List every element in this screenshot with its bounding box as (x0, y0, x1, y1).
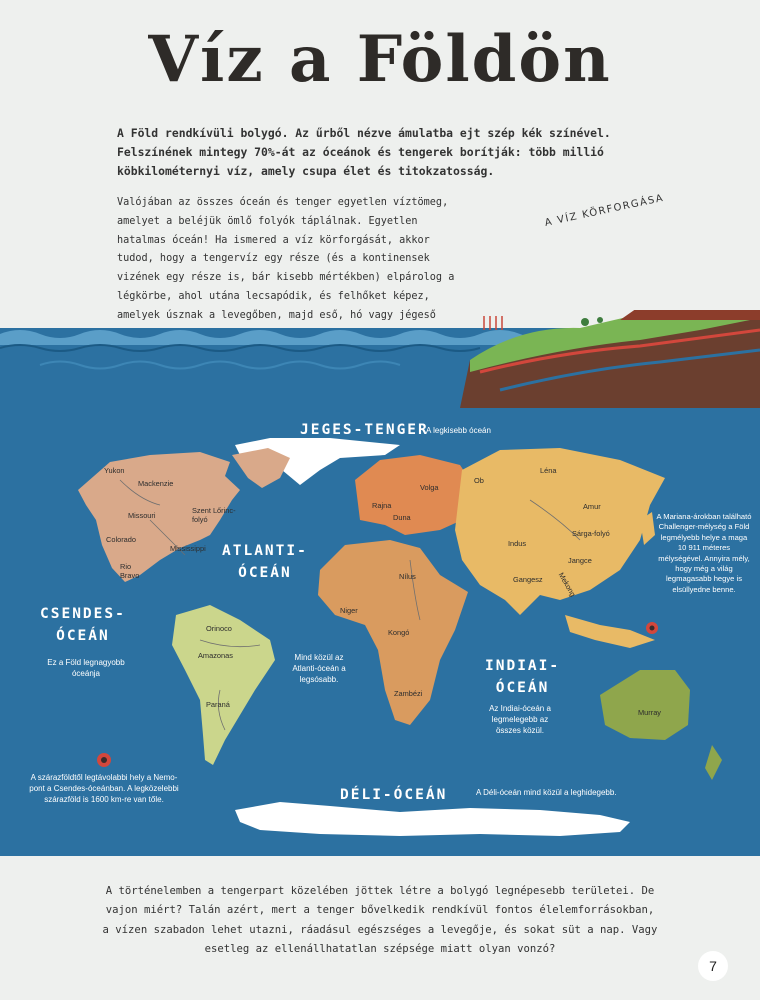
challenger-deep-note: A Mariana-árokban található Challenger-mélység a Föld legmélyebb helye a maga 10 911 méteres mélységével. Annyira mély, hogy még a világ legmagasabb hegye is elsüllyedne benne. (656, 512, 752, 594)
arctic-ocean-note: A legkisebb óceán (426, 426, 491, 435)
river-label-parana: Paraná (206, 700, 230, 709)
indian-ocean-label (485, 655, 560, 699)
asia (455, 448, 665, 615)
challenger-deep-marker (646, 622, 658, 634)
river-label-gangesz: Gangesz (513, 575, 543, 584)
river-label-ob: Ob (474, 476, 484, 485)
water-cycle-label: A VÍZ KÖRFORGÁSA (543, 192, 666, 229)
antarctica (235, 802, 630, 836)
pacific-ocean-note: Ez a Föld legnagyobb óceánja (47, 658, 125, 678)
intro-paragraph-2: Valójában az összes óceán és tenger egyetlen víztömeg, amelyet a beléjük ömlő folyók táplálnak. Egyetlen hatalmas óceán! Ha ismered a víz körforgását, akkor tudod, hogy a tengervíz egy része (és a kontinensek vizének egy része is, bár kisebb mértékben) elpárolog a légkörbe, ahol utána lecsapódik, és felhőket képez, amelyek úsznak a levegőben, majd eső, hó vagy jégeső (117, 197, 455, 321)
river-label-indus: Indus (508, 539, 527, 548)
pacific-ocean-label (40, 603, 126, 647)
indian-ocean-note: Az Indiai-óceán a legmelegebb az összes közül. (489, 704, 551, 735)
river-label-yukon: Yukon (104, 466, 125, 475)
page-title: Víz a Földön (148, 22, 612, 97)
atlantic-ocean-label-line1: ATLANTI- (222, 543, 308, 559)
river-label-jangce: Jangce (568, 556, 592, 565)
nemo-point-marker (97, 753, 111, 767)
southern-ocean-note: A Déli-óceán mind közül a leghidegebb. (476, 788, 617, 797)
new-zealand (705, 745, 722, 780)
river-label-mekong: Mekong (556, 570, 578, 599)
page-number: 7 (698, 951, 728, 981)
river-label-stlawrence: Szent Lőrinc-folyó (192, 506, 236, 524)
river-label-nilus: Nílus (399, 572, 416, 581)
river-label-amazonas: Amazonas (198, 651, 233, 660)
southern-ocean-label: DÉLI-ÓCEÁN (340, 787, 448, 803)
river-label-riobravo: Rio Bravo (120, 562, 140, 580)
river-label-mackenzie: Mackenzie (138, 479, 174, 488)
atlantic-ocean-label-line2: ÓCEÁN (238, 565, 292, 581)
atlantic-ocean-label (222, 540, 308, 584)
river-label-mississippi: Mississippi (170, 544, 206, 553)
pacific-ocean-label-line1: CSENDES- (40, 606, 126, 622)
europe (355, 455, 470, 535)
river-label-amur: Amur (583, 502, 601, 511)
river-label-niger: Niger (340, 606, 358, 615)
river-label-duna: Duna (393, 513, 411, 522)
river-label-colorado: Colorado (106, 535, 136, 544)
river-label-lena: Léna (540, 466, 557, 475)
river-label-rajna: Rajna (372, 501, 392, 510)
indian-ocean-label-line2: ÓCEÁN (495, 680, 550, 696)
river-label-volga: Volga (420, 483, 439, 492)
arctic-ocean-label: JEGES-TENGER (300, 422, 429, 438)
indian-ocean-label-line1: INDIAI- (485, 658, 561, 674)
river-label-murray: Murray (638, 708, 661, 717)
river-label-kongo: Kongó (388, 628, 410, 637)
nemo-point-note: A szárazföldtől legtávolabbi hely a Nemo-pont a Csendes-óceánban. A legközelebbi szárazföld is 1600 km-re van tőle. (29, 773, 179, 804)
river-label-orinoco: Orinoco (206, 624, 232, 633)
southeast-asia-islands (565, 615, 655, 648)
intro-paragraph-1: A Föld rendkívüli bolygó. Az űrből nézve ámulatba ejt szép kék színével. Felszínének mintegy 70%-át az óceánok és tengerek borítják: több millió köbkilométernyi víz, amely csupa élet és titokzatosság. (117, 126, 611, 178)
pacific-ocean-label-line2: ÓCEÁN (56, 628, 110, 644)
river-label-sargafolyo: Sárga-folyó (572, 529, 610, 538)
river-label-zambezi: Zambézi (394, 689, 423, 698)
water-cycle-illustration (0, 310, 760, 408)
atlantic-ocean-note: Mind közül az Atlanti-óceán a legsósabb. (292, 653, 346, 684)
river-label-missouri: Missouri (128, 511, 156, 520)
australia (600, 670, 690, 740)
bottom-text: A történelemben a tengerpart közelében jöttek létre a bolygó legnépesebb területei. De vajon miért? Talán azért, mert a tenger bővelkedik rendkívül fontos élelemforrásokban, a vízen szabadon lehet utazni, ráadásul egészséges a levegője, és sokat süt a nap. Vagy esetleg az ellenállhatatlan szépsége miatt olyan vonzó? (102, 885, 658, 956)
